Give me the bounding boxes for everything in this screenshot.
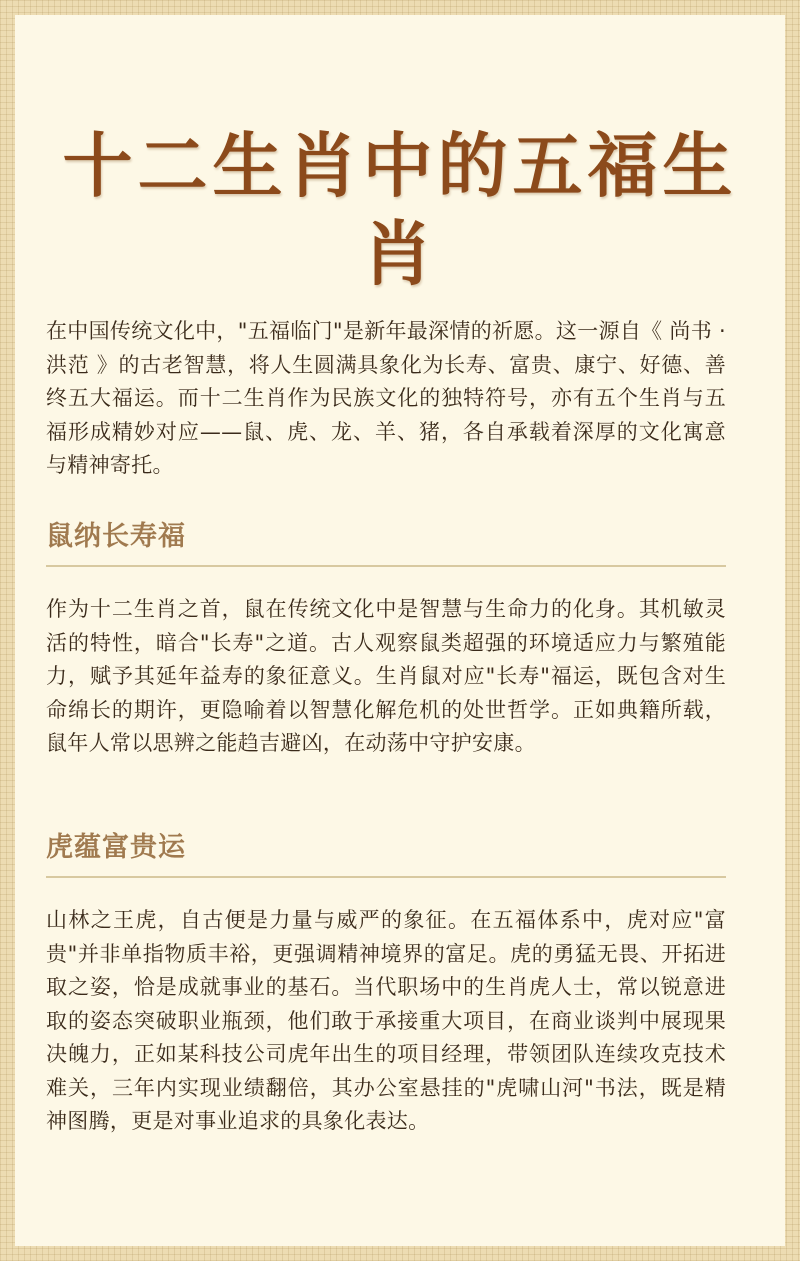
section-paragraph: 山林之王虎，自古便是力量与威严的象征。在五福体系中，虎对应"富贵"并非单指物质丰裕，更强调精神境界的富足。虎的勇猛无畏、开拓进取之姿，恰是成就事业的基石。当代职场中的生肖虎人士，常以锐意进取的姿态突破职业瓶颈，他们敢于承接重大项目，在商业谈判中展现果决魄力，正如某科技公司虎年出生的项目经理，带领团队连续攻克技术难关，三年内实现业绩翻倍，其办公室悬挂的"虎啸山河"书法，既是精神图腾，更是对事业追求的具象化表达。 (46, 908, 726, 1133)
section-rat (46, 519, 726, 761)
section-heading: 虎蕴富贵运 (46, 832, 186, 863)
intro-block (46, 315, 726, 483)
page-title: 十二生肖中的五福生肖 (62, 125, 738, 295)
section-divider (46, 876, 726, 878)
section-paragraph: 作为十二生肖之首，鼠在传统文化中是智慧与生命力的化身。其机敏灵活的特性，暗合"长寿"之道。古人观察鼠类超强的环境适应力与繁殖能力，赋予其延年益寿的象征意义。生肖鼠对应"长寿"福运，既包含对生命绵长的期许，更隐喻着以智慧化解危机的处世哲学。正如典籍所载，鼠年人常以思辨之能趋吉避凶，在动荡中守护安康。 (46, 597, 726, 755)
section-divider (46, 565, 726, 567)
section-tiger (46, 830, 726, 1139)
section-heading: 鼠纳长寿福 (46, 521, 186, 552)
intro-paragraph: 在中国传统文化中，"五福临门"是新年最深情的祈愿。这一源自《 尚书 · 洪范 》的古老智慧，将人生圆满具象化为长寿、富贵、康宁、好德、善终五大福运。而十二生肖作为民族文化的独特符号，亦有五个生肖与五福形成精妙对应——鼠、虎、龙、羊、猪，各自承载着深厚的文化寓意与精神寄托。 (46, 319, 726, 477)
